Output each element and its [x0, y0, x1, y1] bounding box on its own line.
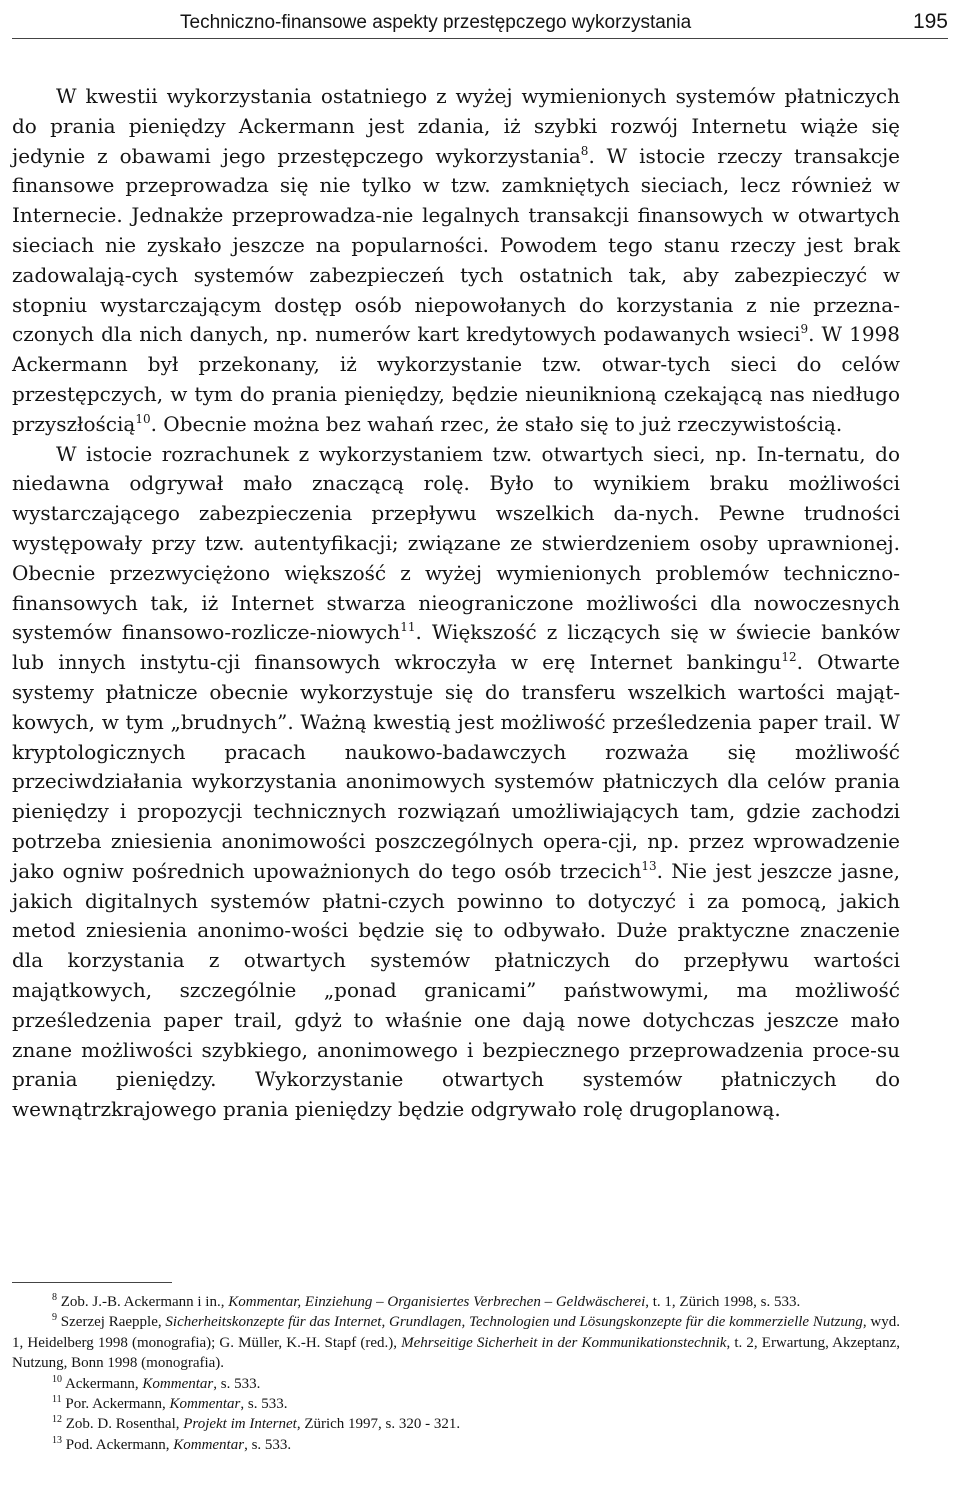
footnote-ref-9: 9: [800, 322, 809, 337]
footnote-title: Kommentar: [173, 1436, 245, 1453]
footnote-ref-12: 12: [781, 650, 797, 665]
footnote-text: Zob. D. Rosenthal,: [65, 1416, 184, 1433]
footnote-12: [12, 1414, 900, 1434]
body-text: [12, 82, 900, 1125]
footnote-text: , t. 2, Erwartung, Akzeptanz, Nutzung, Bonn 1998 (monografia).: [12, 1334, 901, 1372]
footnote-text: Szerzej Raepple,: [60, 1314, 166, 1331]
paragraph-2: [12, 440, 900, 1125]
footnote-ref-10: 10: [135, 411, 151, 426]
footnote-title: Kommentar: [142, 1375, 214, 1392]
footnote-8: [12, 1292, 900, 1312]
footnote-text: , s. 533.: [213, 1375, 261, 1392]
footnote-text: , s. 533.: [240, 1396, 288, 1413]
footnote-title: Mehrseitige Sicherheit in der Kommunikationstechnik: [401, 1334, 727, 1351]
footnote-text: , Zürich 1997, s. 320 - 321.: [296, 1416, 461, 1433]
footnote-number: 11: [52, 1394, 62, 1406]
footnote-title: Projekt im Internet: [183, 1416, 297, 1433]
footnote-text: Pod. Ackermann,: [65, 1436, 174, 1453]
footnote-number: 13: [52, 1434, 62, 1446]
text-run: . W 1998 Ackermann był przekonany, iż wykorzystanie tzw. otwar-tych sieci do celów przestępczych, w tym do prania pieniędzy, będzie nieuniknioną czekającą nas niedługo przyszłością: [12, 322, 900, 436]
footnote-11: [12, 1394, 900, 1414]
page-number: 195: [912, 10, 948, 33]
footnote-ref-11: 11: [400, 620, 416, 635]
footnote-number: 9: [52, 1312, 57, 1324]
footnote-ref-8: 8: [580, 143, 589, 158]
text-run: . Większość z liczących się w świecie banków lub innych instytu-cji finansowych wkroczyła w erę Internet bankingu: [12, 620, 900, 675]
footnote-13: [12, 1435, 900, 1455]
text-run: . Obecnie można bez wahań rzec, że stało się to już rzeczywistością.: [150, 411, 843, 436]
footnote-separator: [12, 1282, 172, 1283]
footnote-10: [12, 1374, 900, 1394]
footnote-title: Sicherheitskonzepte für das Internet, Grundlagen, Technologien und Lösungskonzepte für die kommerzielle Nutzung: [165, 1314, 863, 1331]
footnote-text: , s. 533.: [244, 1436, 292, 1453]
footnote-title: Kommentar: [169, 1396, 241, 1413]
text-run: . Nie jest jeszcze jasne, jakich digitalnych systemów płatni-czych powinno to dotyczyć i za pomocą, jakich metod zniesienia anonimo-wości będzie się to odbywało. Duże praktyczne znaczenie dla korzystania z otwartych systemów płatniczych do przepływu wartości majątkowych, szczególnie „ponad granicami” państwowymi, ma możliwość prześledzenia paper trail, gdyż to właśnie one dają nowe dotychczas jeszcze mało znane możliwości szybkiego, anonimowego i bezpiecznego przeprowadzenia proce-su prania pieniędzy. Wykorzystanie otwartych systemów płatniczych do wewnątrzkrajowego prania pieniędzy będzie odgrywało rolę drugoplanową.: [12, 858, 901, 1122]
paragraph-1: [12, 82, 900, 440]
footnote-text: Por. Ackermann,: [65, 1396, 170, 1413]
footnote-text: , wyd. 1, Heidelberg 1998 (monografia); G. Müller, K.-H. Stapf (red.),: [12, 1314, 901, 1351]
running-title: Techniczno-finansowe aspekty przestępczego wykorzystania: [180, 12, 692, 33]
footnote-number: 10: [52, 1373, 62, 1385]
footnote-text: , t. 1, Zürich 1998, s. 533.: [645, 1294, 801, 1310]
text-run: . W istocie rzeczy transakcje finansowe przeprowadza się nie tylko w tzw. zamkniętych sieciach, lecz również w Internecie. Jednakże przeprowadza-nie legalnych transakcji finansowych w otwartych sieciach nie zyskało jeszcze na popularności. Powodem tego stanu rzeczy jest brak zadowalają-cych systemów zabezpieczeń tych ostatnich tak, aby zabezpieczyć w stopniu wystarczającym dostęp osób niepowołanych do korzystania z nie przezna-czonych dla nich danych, np. numerów kart kredytowych podawanych wsieci: [12, 143, 901, 347]
footnote-text: Ackermann,: [64, 1375, 143, 1392]
footnotes: [12, 1292, 900, 1455]
footnote-text: Zob. J.-B. Ackermann i in.,: [60, 1294, 229, 1310]
text-run: W kwestii wykorzystania ostatniego z wyżej wymienionych systemów płatniczych do prania pieniędzy Ackermann jest zdania, iż szybki rozwój Internetu wiąże się jedynie z obawami jego przestępczego wykorzystania: [12, 84, 900, 168]
running-header: [12, 8, 948, 39]
footnote-title: Kommentar, Einziehung – Organisiertes Verbrechen – Geldwäscherei: [228, 1294, 646, 1310]
footnote-9: [12, 1312, 900, 1373]
footnote-ref-13: 13: [641, 858, 657, 873]
text-run: W istocie rozrachunek z wykorzystaniem tzw. otwartych sieci, np. In-ternatu, do niedawna odgrywał mało znaczącą rolę. Było to wynikiem braku możliwości wystarczającego zabezpieczenia przepływu wszelkich da-nych. Pewne trudności występowały przy tzw. autentyfikacji; związane ze stwierdzeniem osoby uprawnionej. Obecnie przezwyciężono większość z wyżej wymienionych problemów techniczno-finansowych tak, iż Internet stwarza nieograniczone możliwości dla nowoczesnych systemów finansowo-rozlicze-niowych: [12, 441, 900, 645]
footnote-number: 12: [52, 1414, 62, 1426]
footnote-number: 8: [52, 1292, 57, 1303]
text-run: . Otwarte systemy płatnicze obecnie wykorzystuje się do transferu wszelkich wartości mająt-kowych, w tym „brudnych”. Ważną kwestią jest możliwość prześledzenia paper trail. W kryptologicznych pracach naukowo-badawczych rozważa się możliwość przeciwdziałania wykorzystania anonimowych systemów płatniczych dla celów prania pieniędzy i propozycji technicznych rozwiązań umożliwiających tam, gdzie zachodzi potrzeba zniesienia anonimowości poszczególnych opera-cji, np. przez wprowadzenie jako ogniw pośrednich upoważnionych do tego osób trzecich: [12, 650, 901, 883]
